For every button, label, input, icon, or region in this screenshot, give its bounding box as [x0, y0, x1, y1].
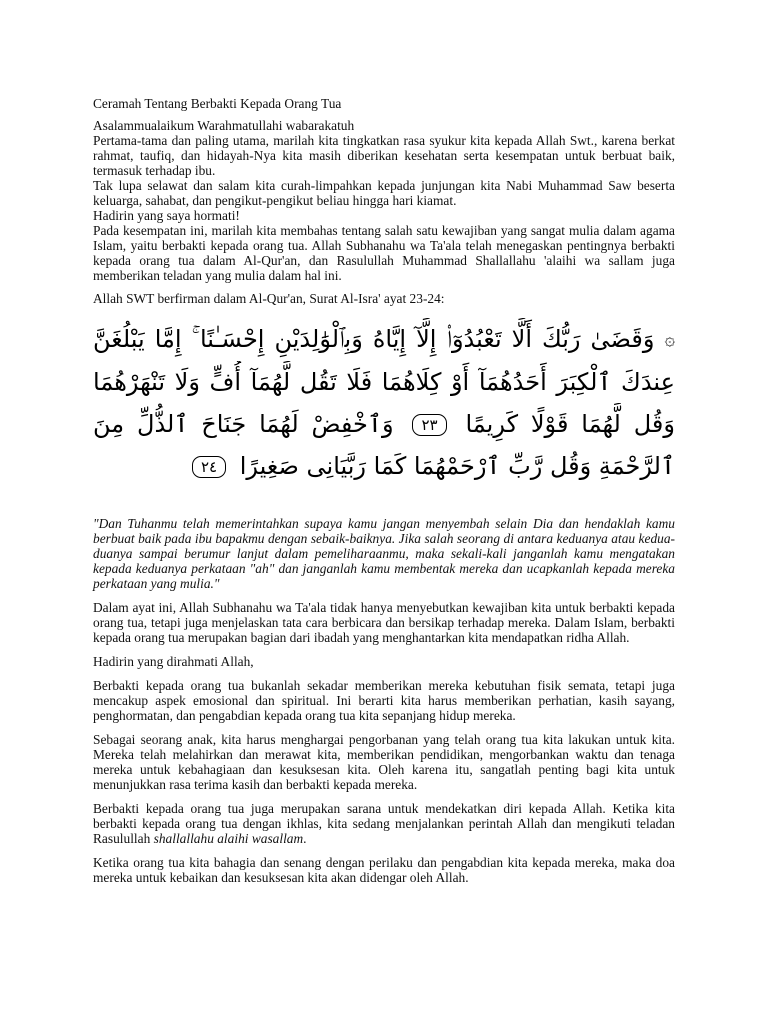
- paragraph-closer-end: .: [303, 831, 307, 846]
- paragraph-closer-italic: shallallahu alaihi wasallam: [153, 831, 304, 846]
- quran-verse-image: [93, 318, 675, 488]
- intro-section: [93, 118, 675, 283]
- arabic-line-4: [93, 445, 675, 487]
- document-title: Ceramah Tentang Berbakti Kepada Orang Tua: [93, 96, 342, 111]
- greeting-line: Asalammualaikum Warahmatullahi wabarakatuh: [93, 118, 355, 133]
- arabic-text-3b: وَٱخْفِضْ لَهُمَا جَنَاحَ ٱلذُّلِّ مِنَ: [93, 410, 394, 438]
- intro-paragraph-audience: Hadirin yang saya hormati!: [93, 208, 240, 223]
- intro-paragraph-salawat: Tak lupa selawat dan salam kita curah-limpahkan kepada junjungan kita Nabi Muhammad Saw beserta keluarga, sahabat, dan pengikut-pengikut beliau hingga hari kiamat.: [93, 178, 675, 208]
- arabic-line-1: [93, 318, 675, 361]
- intro-paragraph-gratitude: Pertama-tama dan paling utama, marilah kita tingkatkan rasa syukur kita kepada Allah Swt., karena berkat rahmat, taufiq, dan hidayah-Nya kita masih diberikan kesehatan serta kesempatan untuk berbuat baik, termasuk terhadap ibu.: [93, 133, 675, 178]
- arabic-text-3a: وَقُل لَّهُمَا قَوْلًا كَرِيمًا: [465, 410, 675, 438]
- arabic-line-3: [93, 403, 675, 445]
- intro-paragraph-topic: Pada kesempatan ini, marilah kita membahas tentang salah satu kewajiban yang sangat mulia dalam agama Islam, yaitu berbakti kepada orang tua. Allah Subhanahu wa Ta'ala telah menegaskan pentingnya berbakti kepada orang tua dalam Al-Qur'an, dan Rasulullah Muhammad Shallallahu 'alaihi wa sallam juga memberikan teladan yang mulia dalam hal ini.: [93, 223, 675, 283]
- paragraph-meaning: Berbakti kepada orang tua bukanlah sekadar memberikan mereka kebutuhan fisik semata, tetapi juga mencakup aspek emosional dan spiritual. Ini berarti kita harus memberikan perhatian, kasih sayang, penghormatan, dan pengabdian kepada orang tua kita sepanjang hidup mereka.: [93, 678, 675, 723]
- paragraph-explanation: Dalam ayat ini, Allah Subhanahu wa Ta'ala tidak hanya menyebutkan kewajiban kita untuk berbakti kepada orang tua, tetapi juga menjelaskan tata cara berbicara dan bersikap terhadap mereka. Dalam Islam, berbakti kepada orang tua merupakan bagian dari ibadah yang menghantarkan kita mendapatkan ridha Allah.: [93, 600, 675, 645]
- document-page: [93, 96, 675, 894]
- arabic-text-4: ٱلرَّحْمَةِ وَقُل رَّبِّ ٱرْحَمْهُمَا كَمَا رَبَّيَانِى صَغِيرًا: [239, 452, 675, 480]
- verse-translation: "Dan Tuhanmu telah memerintahkan supaya kamu jangan menyembah selain Dia dan hendaklah kamu berbuat baik pada ibu bapakmu dengan sebaik-baiknya. Jika salah seorang di antara keduanya atau kedua-duanya sampai berumur lanjut dalam pemeliharaanmu, maka sekali-kali janganlah kamu mengatakan kepada keduanya perkataan "ah" dan janganlah kamu membentak mereka dan ucapkanlah kepada mereka perkataan yang mulia.": [93, 516, 675, 591]
- paragraph-closer-text: Berbakti kepada orang tua juga merupakan sarana untuk mendekatkan diri kepada Allah. Ketika kita berbakti kepada orang tua dengan ikhlas, kita sedang menjalankan perintah Allah dan mengikuti teladan Rasulullah: [93, 801, 675, 846]
- arabic-line-2: عِندَكَ ٱلْكِبَرَ أَحَدُهُمَآ أَوْ كِلَاهُمَا فَلَا تَقُل لَّهُمَآ أُفٍّ وَلَا تَنْهَرْهُمَا: [93, 368, 675, 396]
- verse-intro: Allah SWT berfirman dalam Al-Qur'an, Surat Al-Isra' ayat 23-24:: [93, 291, 445, 306]
- ayah-number-marker-23: ٢٣: [412, 414, 446, 436]
- paragraph-greeting: Hadirin yang dirahmati Allah,: [93, 654, 254, 669]
- paragraph-closer-to-allah: [93, 801, 675, 846]
- paragraph-sacrifice: Sebagai seorang anak, kita harus menghargai pengorbanan yang telah orang tua kita lakukan untuk kita. Mereka telah melahirkan dan merawat kita, memberikan pendidikan, mengorbankan waktu dan tenaga mereka untuk kebahagiaan dan kesuksesan kita. Oleh karena itu, sangatlah penting bagi kita untuk menunjukkan rasa terima kasih dan berbakti kepada mereka.: [93, 732, 675, 792]
- arabic-text-1: وَقَضَىٰ رَبُّكَ أَلَّا تَعْبُدُوٓا۟ إِلَّآ إِيَّاهُ وَبِٱلْوَٰلِدَيْنِ إِحْسَـٰنًا ۚ إِمَّا يَبْلُغَنَّ: [93, 325, 655, 353]
- rub-el-hizb-icon: ۞: [664, 329, 675, 350]
- spacer: [93, 283, 675, 291]
- ayah-number-marker-24: ٢٤: [192, 456, 226, 478]
- paragraph-prayer: Ketika orang tua kita bahagia dan senang dengan perilaku dan pengabdian kita kepada mereka, maka doa mereka untuk kebaikan dan kesuksesan kita akan didengar oleh Allah.: [93, 855, 675, 885]
